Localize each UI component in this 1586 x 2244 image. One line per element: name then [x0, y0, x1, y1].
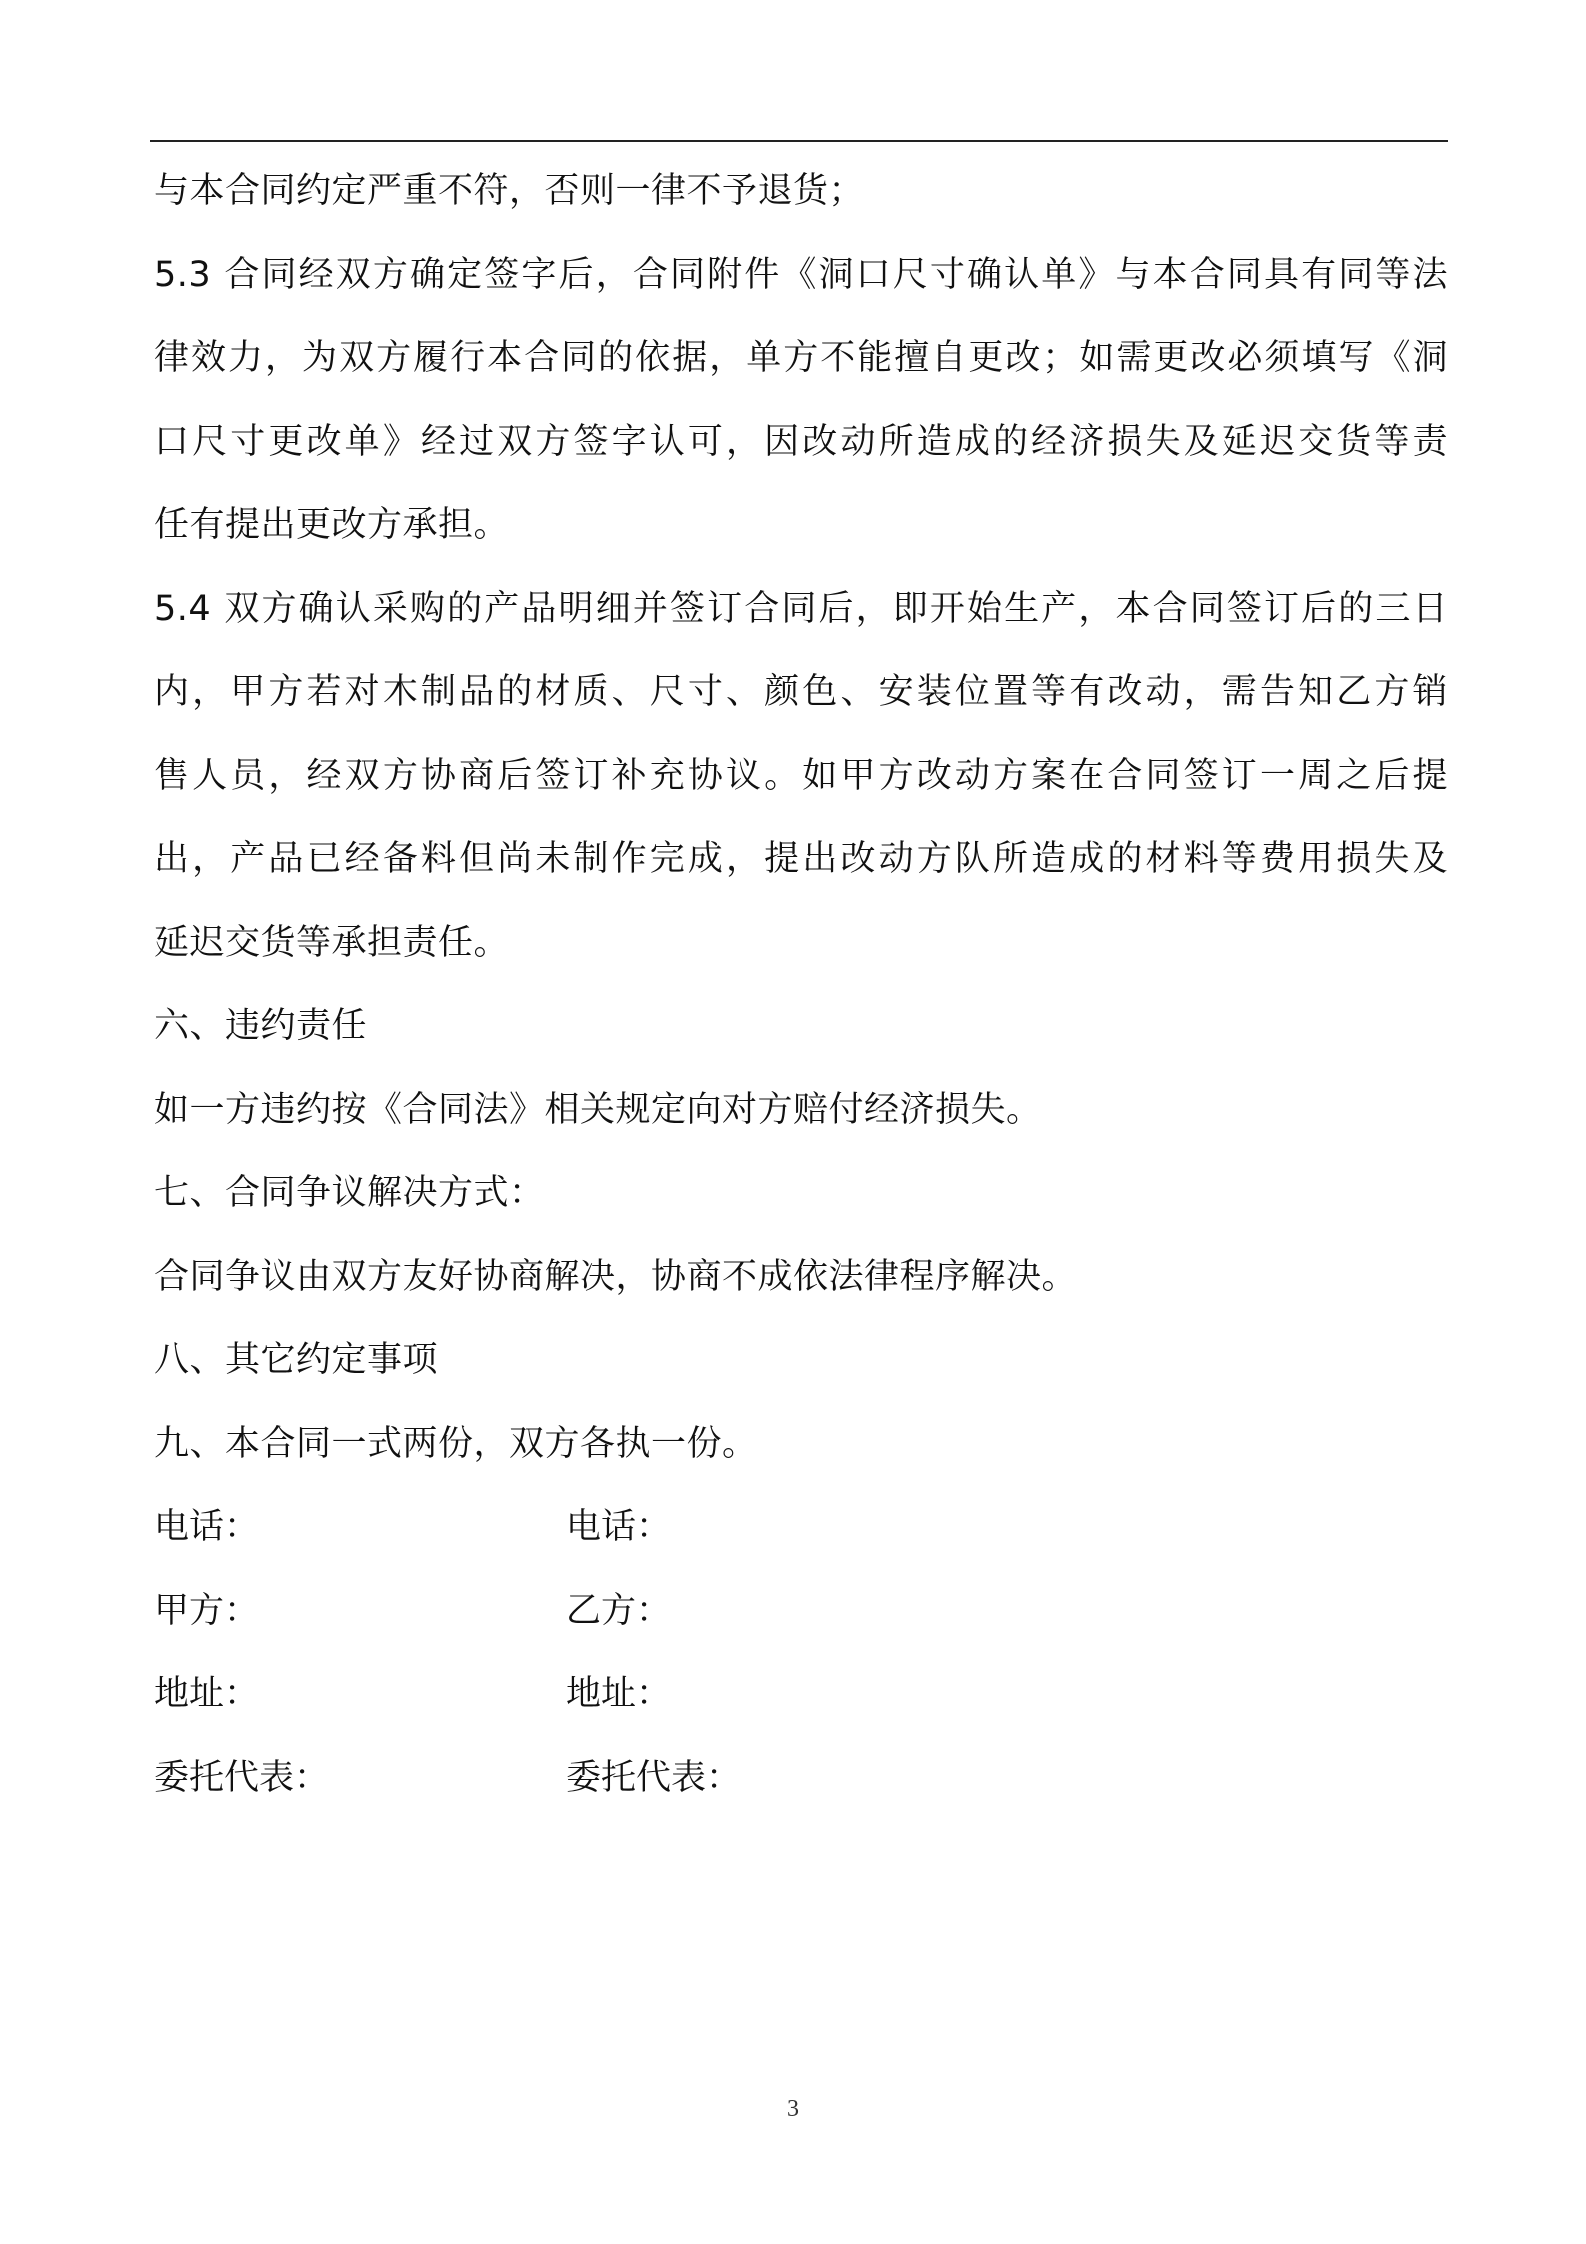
header-rule	[150, 140, 1448, 142]
section-6-body: 如一方违约按《合同法》相关规定向对方赔付经济损失。	[154, 1089, 1042, 1130]
clause-5-4-line-1: 5.4 双方确认采购的产品明细并签订合同后，即开始生产，本合同签订后的三日	[154, 588, 1448, 629]
signature-row-representative	[154, 1737, 1448, 1821]
document-body	[154, 150, 1448, 1820]
clause-5-4-line-5: 延迟交货等承担责任。	[154, 922, 510, 963]
signature-row-party	[154, 1570, 1448, 1654]
clause-5-4-line-4: 出，产品已经备料但尚未制作完成，提出改动方队所造成的材料等费用损失及	[154, 839, 1448, 879]
clause-5-3-line-3: 口尺寸更改单》经过双方签字认可，因改动所造成的经济损失及延迟交货等责	[154, 421, 1448, 462]
clause-5-2-tail: 与本合同约定严重不符，否则一律不予退货；	[154, 171, 865, 211]
clause-5-3-line-4: 任有提出更改方承担。	[154, 505, 510, 545]
section-7-body: 合同争议由双方友好协商解决，协商不成依法律程序解决。	[154, 1256, 1078, 1297]
party-b-representative-label: 委托代表：	[566, 1757, 742, 1798]
clause-5-4-line-3: 售人员，经双方协商后签订补充协议。如甲方改动方案在合同签订一周之后提	[154, 755, 1448, 796]
section-6-heading: 六、违约责任	[154, 1006, 368, 1046]
section-8-heading: 八、其它约定事项	[154, 1340, 439, 1380]
section-7-heading: 七、合同争议解决方式：	[154, 1173, 545, 1213]
signature-row-phone	[154, 1486, 1448, 1570]
party-b-address-label: 地址：	[566, 1674, 672, 1714]
party-a-label: 甲方：	[154, 1590, 260, 1631]
party-b-label: 乙方：	[566, 1590, 672, 1631]
clause-5-4-line-2: 内，甲方若对木制品的材质、尺寸、颜色、安装位置等有改动，需告知乙方销	[154, 672, 1448, 712]
section-9-heading: 九、本合同一式两份，双方各执一份。	[154, 1423, 758, 1464]
clause-5-3-line-2: 律效力，为双方履行本合同的依据，单方不能擅自更改；如需更改必须填写《洞	[154, 338, 1448, 378]
signature-row-address	[154, 1653, 1448, 1737]
party-a-phone-label: 电话：	[154, 1507, 260, 1547]
page-number: 3	[787, 2096, 799, 2122]
party-a-address-label: 地址：	[154, 1674, 260, 1714]
party-b-phone-label: 电话：	[566, 1507, 672, 1547]
party-a-representative-label: 委托代表：	[154, 1757, 330, 1798]
clause-5-3-line-1: 5.3 合同经双方确定签字后，合同附件《洞口尺寸确认单》与本合同具有同等法	[154, 254, 1448, 295]
